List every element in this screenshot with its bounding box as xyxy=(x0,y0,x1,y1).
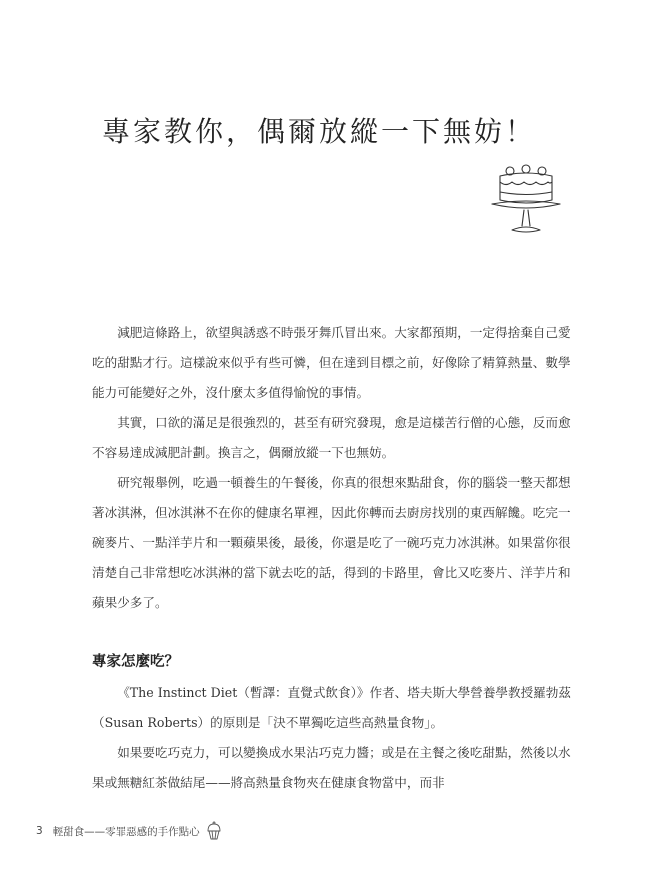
paragraph: 研究報舉例，吃過一頓養生的午餐後，你真的很想來點甜食，你的腦袋一整天都想著冰淇淋，但冰淇淋不在你的健康名單裡，因此你轉而去廚房找別的東西解饞。吃完一碗麥片、一點洋芋片和一顆蘋果後，最後，你還是吃了一碗巧克力冰淇淋。如果當你很清楚自己非常想吃冰淇淋的當下就去吃的話，得到的卡路里，會比又吃麥片、洋芋片和蘋果少多了。 xyxy=(92,475,571,610)
paragraph: 其實，口欲的滿足是很強烈的，甚至有研究發現，愈是這樣苦行僧的心態，反而愈不容易達成減肥計劃。換言之，偶爾放縱一下也無妨。 xyxy=(92,415,571,460)
book-title: 輕甜食——零罪惡感的手作點心 xyxy=(52,825,200,838)
cake-illustration-icon xyxy=(488,160,564,236)
paragraph: 如果要吃巧克力，可以變換成水果沾巧克力醬；或是在主餐之後吃甜點，然後以水果或無糖紅茶做結尾——將高熱量食物夾在健康食物當中，而非 xyxy=(92,745,571,790)
section-body xyxy=(92,678,572,798)
paragraph: 減肥這條路上，欲望與誘惑不時張牙舞爪冒出來。大家都預期，一定得捨棄自己愛吃的甜點才行。這樣說來似乎有些可憐，但在達到目標之前，好像除了精算熱量、數學能力可能變好之外，沒什麼太多值得愉悅的事情。 xyxy=(92,325,571,400)
page-number: 3 xyxy=(36,825,43,837)
page-footer xyxy=(36,821,224,841)
page-title: 專家教你，偶爾放縱一下無妨！ xyxy=(102,115,537,148)
paragraph: 《The Instinct Diet（暫譯：直覺式飲食）》作者、塔夫斯大學營養學教授羅勃茲（Susan Roberts）的原則是「決不單獨吃這些高熱量食物」。 xyxy=(92,685,571,730)
cupcake-icon xyxy=(204,821,224,841)
section-heading: 專家怎麼吃？ xyxy=(92,654,179,670)
article-body xyxy=(92,318,572,618)
